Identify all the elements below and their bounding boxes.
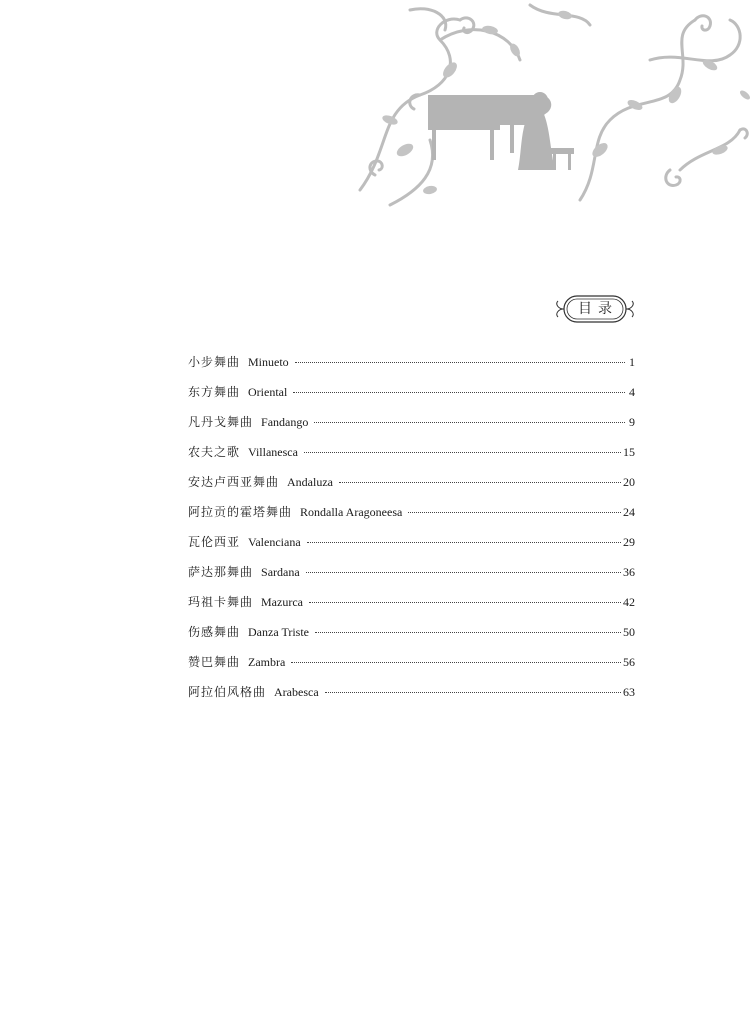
toc-entry-title-zh: 玛祖卡舞曲 (188, 595, 254, 609)
toc-entry[interactable] (188, 437, 635, 467)
toc-entry-title-en: Minueto (248, 355, 289, 369)
toc-entry-page: 29 (623, 535, 635, 549)
toc-entry[interactable] (188, 467, 635, 497)
toc-entry-title-zh: 凡丹戈舞曲 (188, 415, 254, 429)
dot-leader (307, 542, 621, 543)
toc-entry[interactable] (188, 647, 635, 677)
toc-list (188, 347, 635, 707)
toc-entry-title-zh: 瓦伦西亚 (188, 535, 241, 549)
toc-entry-title-en: Fandango (261, 415, 309, 429)
toc-entry-title-en: Danza Triste (248, 625, 310, 639)
toc-heading-text: 目录 (578, 301, 618, 317)
toc-entry[interactable] (188, 347, 635, 377)
toc-entry-title-en: Oriental (248, 385, 288, 399)
dot-leader (314, 422, 625, 423)
toc-entry-title-zh: 农夫之歌 (188, 445, 241, 459)
dot-leader (291, 662, 621, 663)
toc-entry-page: 9 (629, 415, 635, 429)
toc-entry-title-en: Andaluza (287, 475, 333, 489)
toc-entry-title-en: Villanesca (248, 445, 298, 459)
toc-entry-page: 15 (623, 445, 635, 459)
toc-entry-title-zh: 小步舞曲 (188, 355, 241, 369)
toc-entry-title-zh: 阿拉伯风格曲 (188, 685, 267, 699)
toc-entry-title-en: Zambra (248, 655, 286, 669)
toc-entry-title-zh: 伤感舞曲 (188, 625, 241, 639)
toc-entry[interactable] (188, 407, 635, 437)
toc-entry-title-zh: 阿拉贡的霍塔舞曲 (188, 505, 293, 519)
toc-entry-page: 42 (623, 595, 635, 609)
toc-entry[interactable] (188, 617, 635, 647)
toc-entry-title-en: Arabesca (274, 685, 319, 699)
toc-entry[interactable] (188, 497, 635, 527)
dot-leader (309, 602, 621, 603)
toc-entry-title-zh: 萨达那舞曲 (188, 565, 254, 579)
toc-entry-page: 4 (629, 385, 635, 399)
dot-leader (306, 572, 621, 573)
toc-entry-title-zh: 安达卢西亚舞曲 (188, 475, 280, 489)
toc-entry-title-en: Mazurca (261, 595, 303, 609)
toc-entry[interactable] (188, 377, 635, 407)
dot-leader (304, 452, 621, 453)
toc-entry-page: 24 (623, 505, 635, 519)
toc-entry-page: 63 (623, 685, 635, 699)
toc-entry-title-zh: 赞巴舞曲 (188, 655, 241, 669)
toc-entry-page: 36 (623, 565, 635, 579)
toc-entry-page: 56 (623, 655, 635, 669)
dot-leader (339, 482, 621, 483)
toc-entry-page: 50 (623, 625, 635, 639)
toc-entry-title-en: Rondalla Aragoneesa (300, 505, 403, 519)
toc-entry-title-zh: 东方舞曲 (188, 385, 241, 399)
toc-entry-title-en: Valenciana (248, 535, 301, 549)
toc-entry[interactable] (188, 527, 635, 557)
toc-entry[interactable] (188, 557, 635, 587)
toc-entry-page: 20 (623, 475, 635, 489)
toc-entry-title-en: Sardana (261, 565, 300, 579)
toc-entry-page: 1 (629, 355, 635, 369)
dot-leader (315, 632, 621, 633)
toc-heading (552, 292, 638, 326)
dot-leader (293, 392, 625, 393)
pianist-vine-illustration-icon (350, 0, 750, 220)
dot-leader (325, 692, 621, 693)
toc-entry[interactable] (188, 587, 635, 617)
dot-leader (295, 362, 625, 363)
dot-leader (408, 512, 621, 513)
toc-entry[interactable] (188, 677, 635, 707)
